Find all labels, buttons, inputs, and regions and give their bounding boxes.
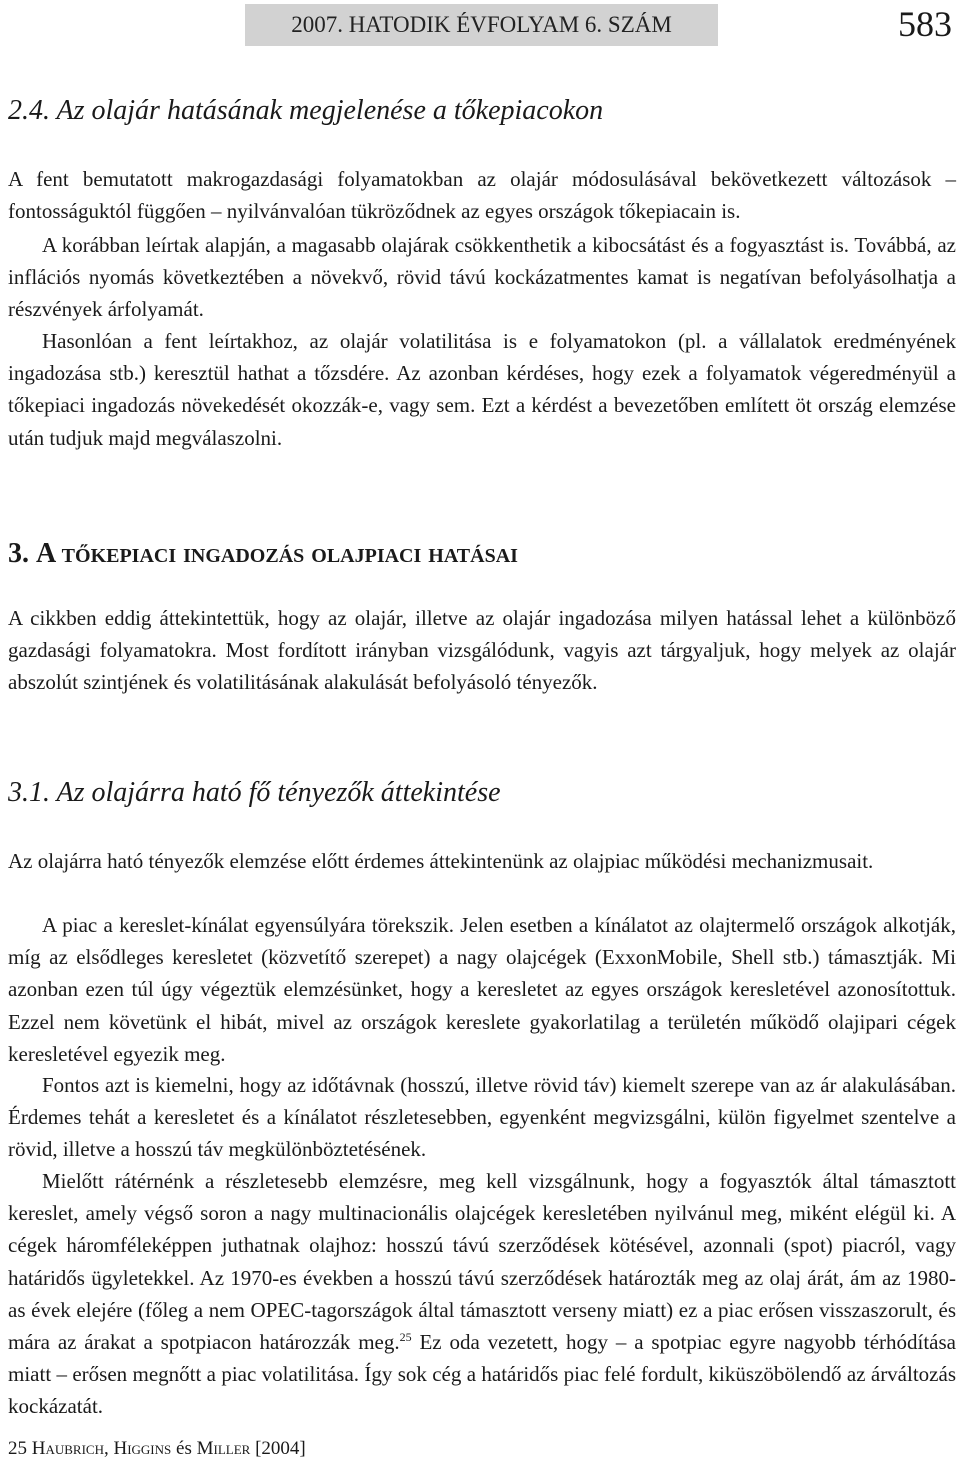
section-title: A tőkepiaci ingadozás olajpiaci hatásai — [36, 538, 518, 569]
footnote-authors: Haubrich, Higgins — [31, 1438, 172, 1459]
section-heading-3 — [8, 538, 518, 570]
paragraph: A piac a kereslet-kínálat egyensúlyára törekszik. Jelen esetben a kínálatot az olajtermelő országok alkotják, míg az elsődleges keresletet (közvetítő szerepet) a nagy olajcégek (ExxonMobile, Shell stb.) támasztják. Mi azonban ezen túl úgy végeztük elemzésünket, hogy a keresletet az egyes országok keresletével azonosítottuk. Ezzel nem követünk el hibát, mivel az országok kereslete gyakorlatilag a területén működő olajipari cégek keresletével egyezik meg. — [8, 913, 956, 1066]
paragraph: A fent bemutatott makrogazdasági folyamatokban az olajár módosulásával bekövetkezett változások – fontosságuktól függően – nyilvánvalóan tükröződnek az egyes országok tőkepiacain is. — [8, 167, 956, 224]
paragraph-text: Ez oda vezetett, hogy – a spotpiac egyre nagyobb térhódítása miatt – erősen megnőtt a piac volatilitása. Így sok cég a határidős piac felé fordult, kiküszöbölendő az árváltozás kockázatát. — [8, 1330, 956, 1419]
paragraph: Fontos azt is kiemelni, hogy az időtávnak (hosszú, illetve rövid táv) kiemelt szerepe van az ár alakulásában. Érdemes tehát a keresletet és a kínálatot részletesebben, egyenként megvizsgálni, külön figyelmet szentelve a rövid, illetve a hosszú táv megkülönböztetésének. — [8, 1073, 956, 1162]
paragraph: Hasonlóan a fent leírtakhoz, az olajár volatilitása is e folyamatokon (pl. a vállalatok eredményének ingadozása stb.) keresztül hathat a tőzsdére. Az azonban kérdéses, hogy ezek a folyamatok végeredményül a tőkepiaci ingadozás növekedését okozzák-e, vagy sem. Ezt a kérdést a bevezetőben említett öt ország elemzése után tudjuk majd megválaszolni. — [8, 329, 956, 450]
footnote-connector: és — [176, 1438, 192, 1459]
paragraph — [8, 1165, 956, 1423]
subsection-heading-3-1: 3.1. Az olajárra ható fő tényezők áttekintése — [8, 777, 501, 808]
paragraph: Az olajárra ható tényezők elemzése előtt érdemes áttekintenünk az olajpiac működési mechanizmusait. — [8, 849, 874, 873]
paragraph-text: Mielőtt rátérnénk a részletesebb elemzésre, meg kell vizsgálnunk, hogy a fogyasztók által támasztott kereslet, amely végső soron a nagy multinacionális olajcégek keresletében nyilvánul meg, miként elégül ki. A cégek háromféleképpen juthatnak olajhoz: hosszú távú szerződések kötésével, azonnali (spot) piacról, vagy határidős ügyletekkel. Az 1970-es években a hosszú távú szerződések határozták meg az olaj árát, ám az 1980-as évek elejére (főleg a nem OPEC-tagországok által támasztott verseny miatt) ez a piac erősen visszaszorult, és mára az árakat a spotpiacon határozzák meg. — [8, 1169, 956, 1355]
footnote-year: [2004] — [255, 1438, 306, 1459]
page-number: 583 — [898, 4, 952, 44]
footnote-number: 25 — [8, 1438, 27, 1459]
paragraph: A cikkben eddig áttekintettük, hogy az olajár, illetve az olajár ingadozása milyen hatással lehet a különböző gazdasági folyamatokra. Most fordított irányban vizsgálódunk, vagyis azt tárgyaljuk, hogy melyek az olajár abszolút szintjének és volatilitásának alakulását befolyásoló tényezők. — [8, 606, 956, 695]
footnote-reference[interactable]: 25 — [399, 1330, 412, 1345]
journal-issue-header: 2007. HATODIK ÉVFOLYAM 6. SZÁM — [291, 12, 672, 37]
footnote-last-author: Miller — [196, 1438, 251, 1459]
paragraph: A korábban leírtak alapján, a magasabb olajárak csökkenthetik a kibocsátást és a fogyasztást is. Továbbá, az inflációs nyomás következtében a növekvő, rövid távú kockázatmentes kamat is negatívan befolyásolhatja a részvények árfolyamát. — [8, 233, 956, 322]
subsection-heading-2-4: 2.4. Az olajár hatásának megjelenése a tőkepiacokon — [8, 95, 604, 126]
section-number: 3. — [8, 538, 29, 569]
footnote — [8, 1436, 306, 1462]
